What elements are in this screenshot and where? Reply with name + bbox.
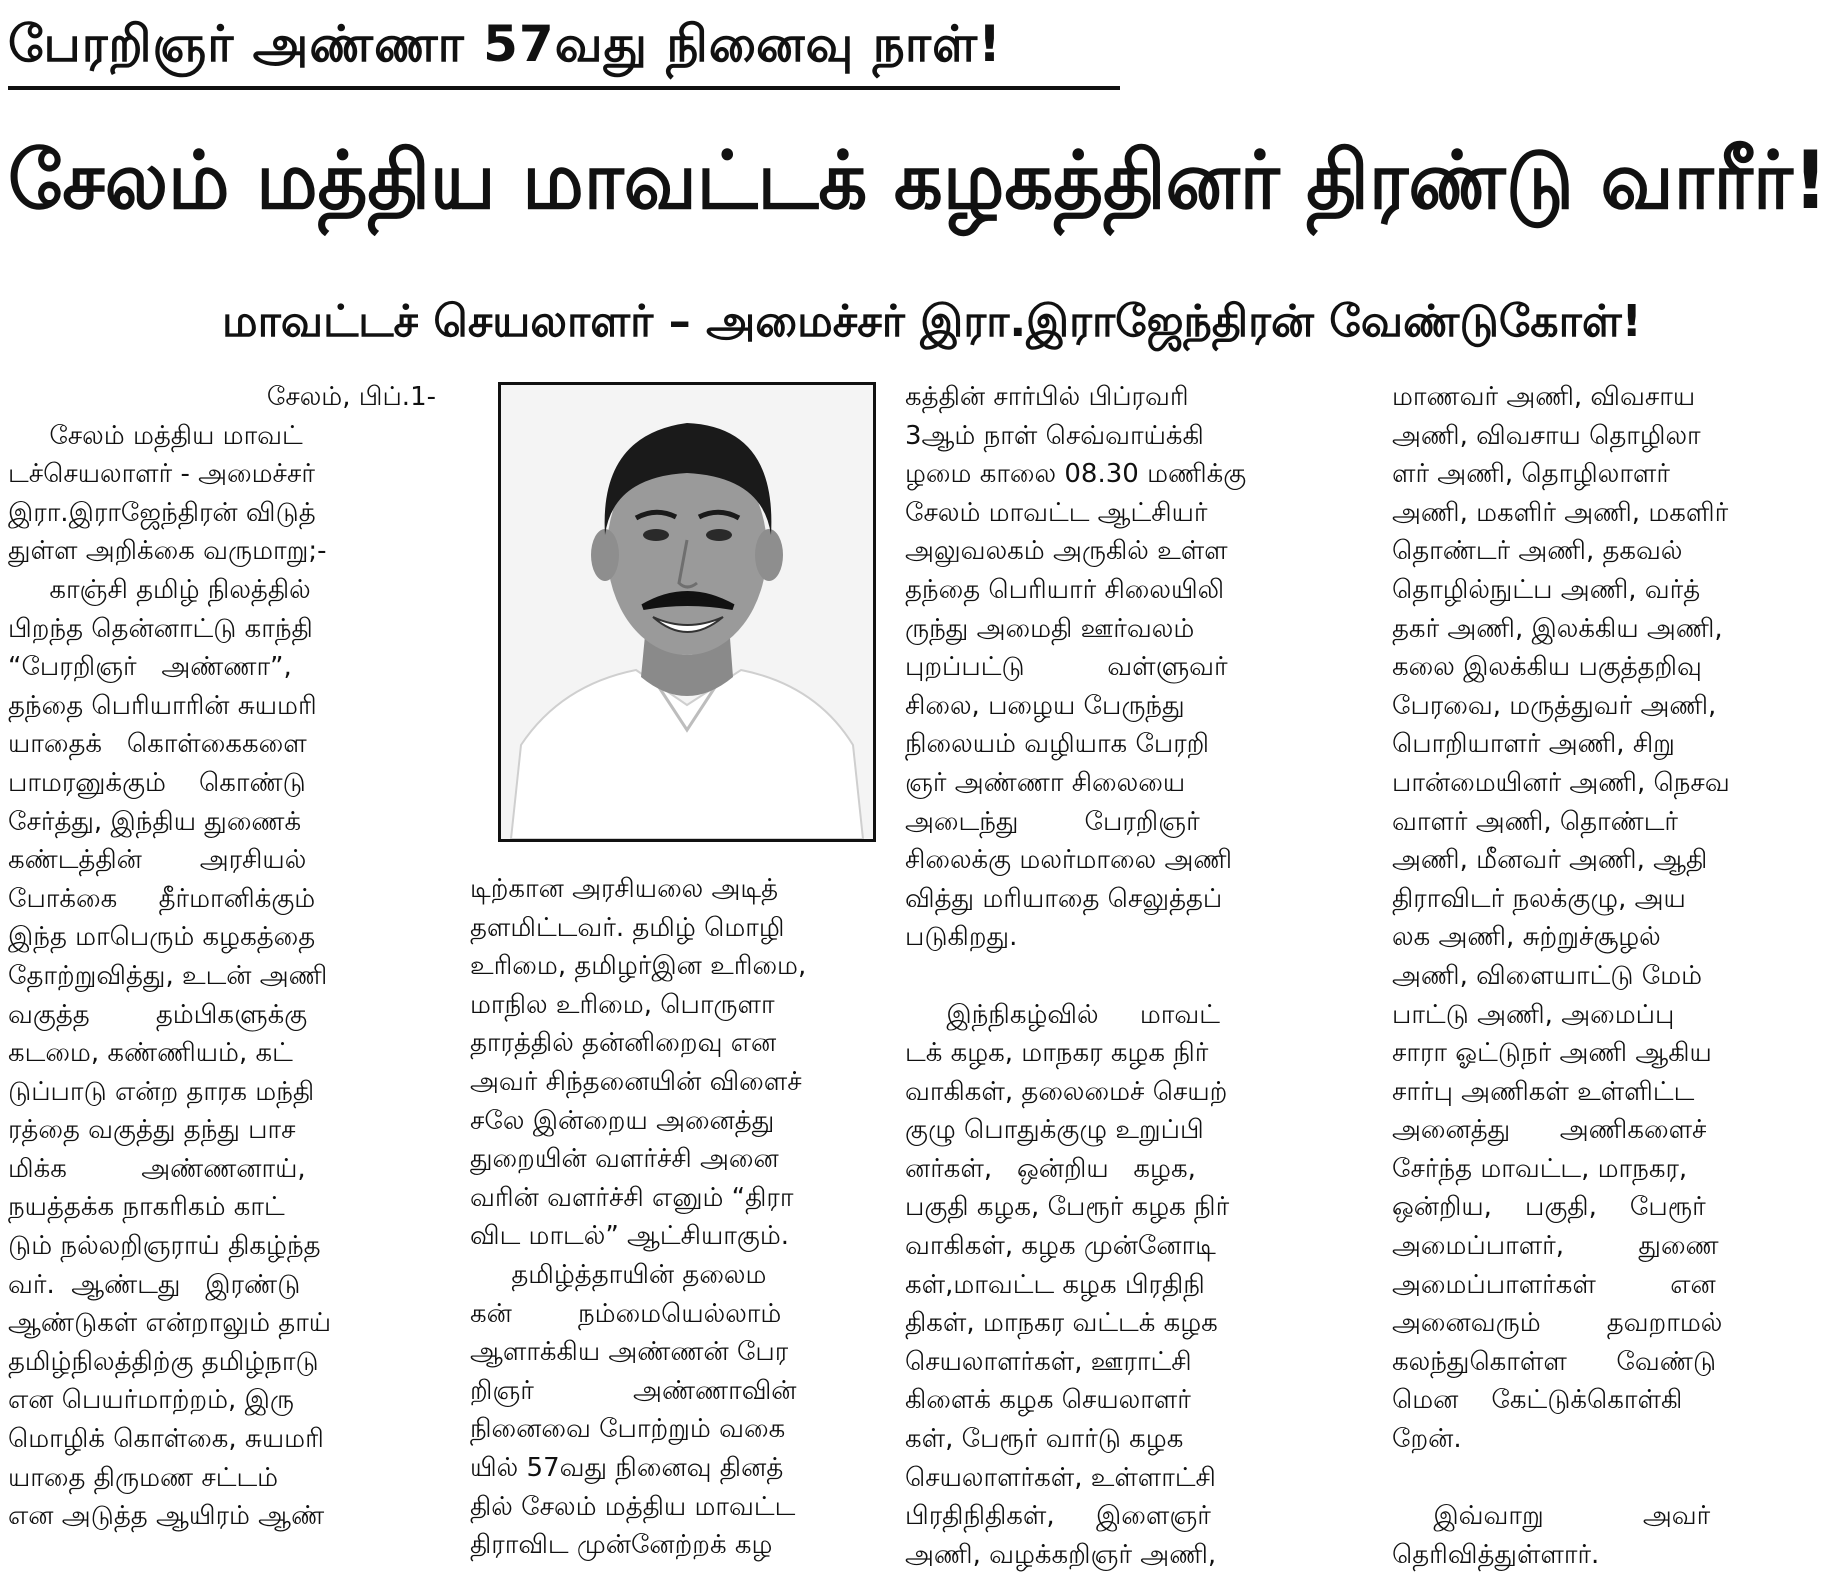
text-line: தமிழ்த்தாயின் தலைம <box>470 1259 767 1290</box>
column-4 <box>1392 378 1832 1590</box>
text-line: தோற்றுவித்து, உடன் அணி <box>8 960 328 991</box>
text-line: பாமரனுக்கும் கொண்டு <box>8 767 306 798</box>
text-line: தொண்டர் அணி, தகவல் <box>1392 536 1683 567</box>
kicker-underline <box>8 86 1120 90</box>
text-line: தமிழ்நிலத்திற்கு தமிழ்நாடு <box>8 1346 319 1377</box>
kicker-heading: பேரறிஞர் அண்ணா 57வது நினைவு நாள்! <box>8 15 1002 73</box>
text-line: ஒன்றிய, பகுதி, பேரூர் <box>1392 1192 1706 1223</box>
text-line: சேலம் மாவட்ட ஆட்சியர் <box>905 497 1208 528</box>
text-line: பான்மையினர் அணி, நெசவ <box>1392 767 1730 798</box>
text-line: மிக்க அண்ணனாய், <box>8 1153 306 1184</box>
text-line: திராவிட முன்னேற்றக் கழ <box>470 1530 773 1561</box>
text-line: டுப்பாடு என்ற தாரக மந்தி <box>8 1076 315 1107</box>
text-line: அணி, வழக்கறிஞர் அணி, <box>905 1539 1217 1570</box>
text-line: தாரத்தில் தன்னிறைவு என <box>470 1028 777 1059</box>
text-line: இவ்வாறு அவர் <box>1392 1501 1711 1532</box>
text-line: செயலாளர்கள், உள்ளாட்சி <box>905 1462 1216 1493</box>
column-2 <box>470 870 880 1590</box>
text-line: றிஞர் அண்ணாவின் <box>470 1375 797 1406</box>
text-line: என பெயர்மாற்றம், இரு <box>8 1385 294 1416</box>
subheadline: மாவட்டச் செயலாளர் – அமைச்சர் இரா.இராஜேந்திரன் வேண்டுகோள்! <box>222 296 1642 347</box>
text-line: பாட்டு அணி, அமைப்பு <box>1392 999 1675 1030</box>
column-3-text <box>905 378 1355 1574</box>
text-line: பகுதி கழக, பேரூர் கழக நிர் <box>905 1192 1230 1223</box>
text-line: டிற்கான அரசியலை அடித் <box>470 874 779 904</box>
text-line: சலே இன்றைய அனைத்து <box>470 1105 775 1136</box>
text-line: வாகிகள், தலைமைச் செயற் <box>905 1076 1228 1107</box>
text-line: கள், பேரூர் வார்டு கழக <box>905 1424 1184 1455</box>
main-headline: சேலம் மத்திய மாவட்டக் கழகத்தினர் திரண்டு வாரீர்! <box>8 134 1828 227</box>
text-line: யாதைக் கொள்கைகளை <box>8 729 307 760</box>
text-line: சேலம் மத்திய மாவட் <box>8 420 303 451</box>
column-1 <box>8 378 446 1590</box>
text-line: கலந்துகொள்ள வேண்டு <box>1392 1346 1717 1377</box>
text-line: புறப்பட்டு வள்ளுவர் <box>905 652 1228 683</box>
text-line: வித்து மரியாதை செலுத்தப் <box>905 883 1223 914</box>
text-line: னர்கள், ஒன்றிய கழக, <box>905 1153 1196 1184</box>
text-line: கண்டத்தின் அரசியல் <box>8 845 307 876</box>
text-line: சேர்ந்த மாவட்ட, மாநகர, <box>1392 1153 1688 1184</box>
text-line: லக அணி, சுற்றுச்சூழல் <box>1392 922 1661 953</box>
text-line: தந்தை பெரியார் சிலையிலி <box>905 574 1225 605</box>
column-4-text <box>1392 378 1832 1574</box>
text-line: சிலைக்கு மலர்மாலை அணி <box>905 845 1233 876</box>
text-line: தொழில்நுட்ப அணி, வர்த் <box>1392 574 1701 605</box>
text-line: இந்நிகழ்வில் மாவட் <box>905 999 1220 1030</box>
text-line: “பேரறிஞர் அண்ணா”, <box>8 652 292 683</box>
text-line: 3ஆம் நாள் செவ்வாய்க்கி <box>905 420 1204 451</box>
text-line: வாகிகள், கழக முன்னோடி <box>905 1231 1216 1262</box>
text-line: அணி, விளையாட்டு மேம் <box>1392 960 1703 991</box>
text-line: மென கேட்டுக்கொள்கி <box>1392 1385 1683 1416</box>
text-line: நிலையம் வழியாக பேரறி <box>905 729 1210 760</box>
text-line: துறையின் வளர்ச்சி அனை <box>470 1144 779 1175</box>
text-line: போக்கை தீர்மானிக்கும் <box>8 883 316 914</box>
text-line: கன் நம்மையெல்லாம் <box>470 1298 782 1329</box>
text-line: வகுத்த தம்பிகளுக்கு <box>8 999 308 1030</box>
text-line: பிறந்த தென்னாட்டு காந்தி <box>8 613 313 644</box>
text-line: கலை இலக்கிய பகுத்தறிவு <box>1392 652 1702 683</box>
portrait-photo <box>498 382 876 842</box>
text-line: படுகிறது. <box>905 922 1018 953</box>
text-line: மாநில உரிமை, பொருளா <box>470 989 775 1020</box>
text-line: காஞ்சி தமிழ் நிலத்தில் <box>8 574 311 605</box>
text-line: வாளர் அணி, தொண்டர் <box>1392 806 1678 837</box>
dateline: சேலம், பிப்.1- <box>266 382 436 412</box>
text-line: யாதை திருமண சட்டம் <box>8 1462 279 1493</box>
text-line: நயத்தக்க நாகரிகம் காட் <box>8 1192 285 1223</box>
text-line: கிளைக் கழக செயலாளர் <box>905 1385 1191 1416</box>
text-line: அமைப்பாளர்கள் என <box>1392 1269 1716 1300</box>
text-line: அணி, மகளிர் அணி, மகளிர் <box>1392 497 1729 528</box>
text-line: அலுவலகம் அருகில் உள்ள <box>905 536 1228 567</box>
text-line: ழமை காலை 08.30 மணிக்கு <box>905 459 1247 490</box>
text-line: அவர் சிந்தனையின் விளைச் <box>470 1066 802 1097</box>
text-line: கள்,மாவட்ட கழக பிரதிநி <box>905 1269 1205 1300</box>
text-line: வரின் வளர்ச்சி எனும் “திரா <box>470 1182 794 1213</box>
portrait-photo-icon <box>501 385 873 839</box>
text-line: பிரதிநிதிகள், இளைஞர் <box>905 1501 1211 1532</box>
text-line: பொறியாளர் அணி, சிறு <box>1392 729 1675 760</box>
text-line: டும் நல்லறிஞராய் திகழ்ந்த <box>8 1231 321 1262</box>
text-line: ரத்தை வகுத்து தந்து பாச <box>8 1115 296 1146</box>
text-line: ஆண்டுகள் என்றாலும் தாய் <box>8 1308 332 1339</box>
text-line <box>905 957 1355 996</box>
text-line: செயலாளர்கள், ஊராட்சி <box>905 1346 1192 1377</box>
text-line: இரா.இராஜேந்திரன் விடுத் <box>8 497 316 528</box>
text-line: டச்செயலாளர் - அமைச்சர் <box>8 459 315 490</box>
text-line: பேரவை, மருத்துவர் அணி, <box>1392 690 1717 721</box>
text-line: இந்த மாபெரும் கழகத்தை <box>8 922 316 953</box>
text-line: தகர் அணி, இலக்கிய அணி, <box>1392 613 1723 644</box>
text-line: மாணவர் அணி, விவசாய <box>1392 382 1696 412</box>
text-line: சார்பு அணிகள் உள்ளிட்ட <box>1392 1076 1695 1107</box>
text-line: அனைத்து அணிகளைச் <box>1392 1115 1707 1146</box>
text-line: என அடுத்த ஆயிரம் ஆண் <box>8 1501 325 1532</box>
text-line: அடைந்து பேரறிஞர் <box>905 806 1200 837</box>
text-line: உரிமை, தமிழர்இன உரிமை, <box>470 951 807 982</box>
text-line: திகள், மாநகர வட்டக் கழக <box>905 1308 1218 1339</box>
text-line: வர். ஆண்டது இரண்டு <box>8 1269 301 1300</box>
text-line: யில் 57வது நினைவு தினத் <box>470 1452 784 1483</box>
text-line: குழு பொதுக்குழு உறுப்பி <box>905 1115 1204 1146</box>
column-3 <box>905 378 1355 1590</box>
text-line: தில் சேலம் மத்திய மாவட்ட <box>470 1491 796 1522</box>
text-line: தந்தை பெரியாரின் சுயமரி <box>8 690 317 721</box>
text-line: சாரா ஓட்டுநர் அணி ஆகிய <box>1392 1038 1712 1069</box>
text-line: திராவிடர் நலக்குழு, அய <box>1392 883 1686 914</box>
text-line <box>1392 1459 1832 1498</box>
text-line: தெரிவித்துள்ளார். <box>1392 1539 1600 1570</box>
text-line: அணி, விவசாய தொழிலா <box>1392 420 1701 451</box>
text-line: நினைவை போற்றும் வகை <box>470 1414 786 1445</box>
text-line: ளர் அணி, தொழிலாளர் <box>1392 459 1670 490</box>
text-line: விட மாடல்” ஆட்சியாகும். <box>470 1221 790 1252</box>
text-line: றேன். <box>1392 1424 1462 1455</box>
text-line: தளமிட்டவர். தமிழ் மொழி <box>470 912 785 943</box>
text-line: டக் கழக, மாநகர கழக நிர் <box>905 1038 1209 1069</box>
text-line: சிலை, பழைய பேருந்து <box>905 690 1185 721</box>
text-line: சேர்த்து, இந்திய துணைக் <box>8 806 302 837</box>
text-line: கத்தின் சார்பில் பிப்ரவரி <box>905 382 1189 412</box>
text-line: அமைப்பாளர், துணை <box>1392 1231 1719 1262</box>
column-1-text <box>8 417 446 1536</box>
text-line: மொழிக் கொள்கை, சுயமரி <box>8 1424 324 1455</box>
text-line: துள்ள அறிக்கை வருமாறு;- <box>8 536 327 567</box>
column-2-text <box>470 870 880 1565</box>
text-line: ஞர் அண்ணா சிலையை <box>905 767 1186 798</box>
text-line: ருந்து அமைதி ஊர்வலம் <box>905 613 1195 644</box>
text-line: அனைவரும் தவறாமல் <box>1392 1308 1723 1339</box>
text-line: அணி, மீனவர் அணி, ஆதி <box>1392 845 1708 876</box>
text-line: கடமை, கண்ணியம், கட் <box>8 1038 293 1069</box>
text-line: ஆளாக்கிய அண்ணன் பேர <box>470 1337 789 1368</box>
